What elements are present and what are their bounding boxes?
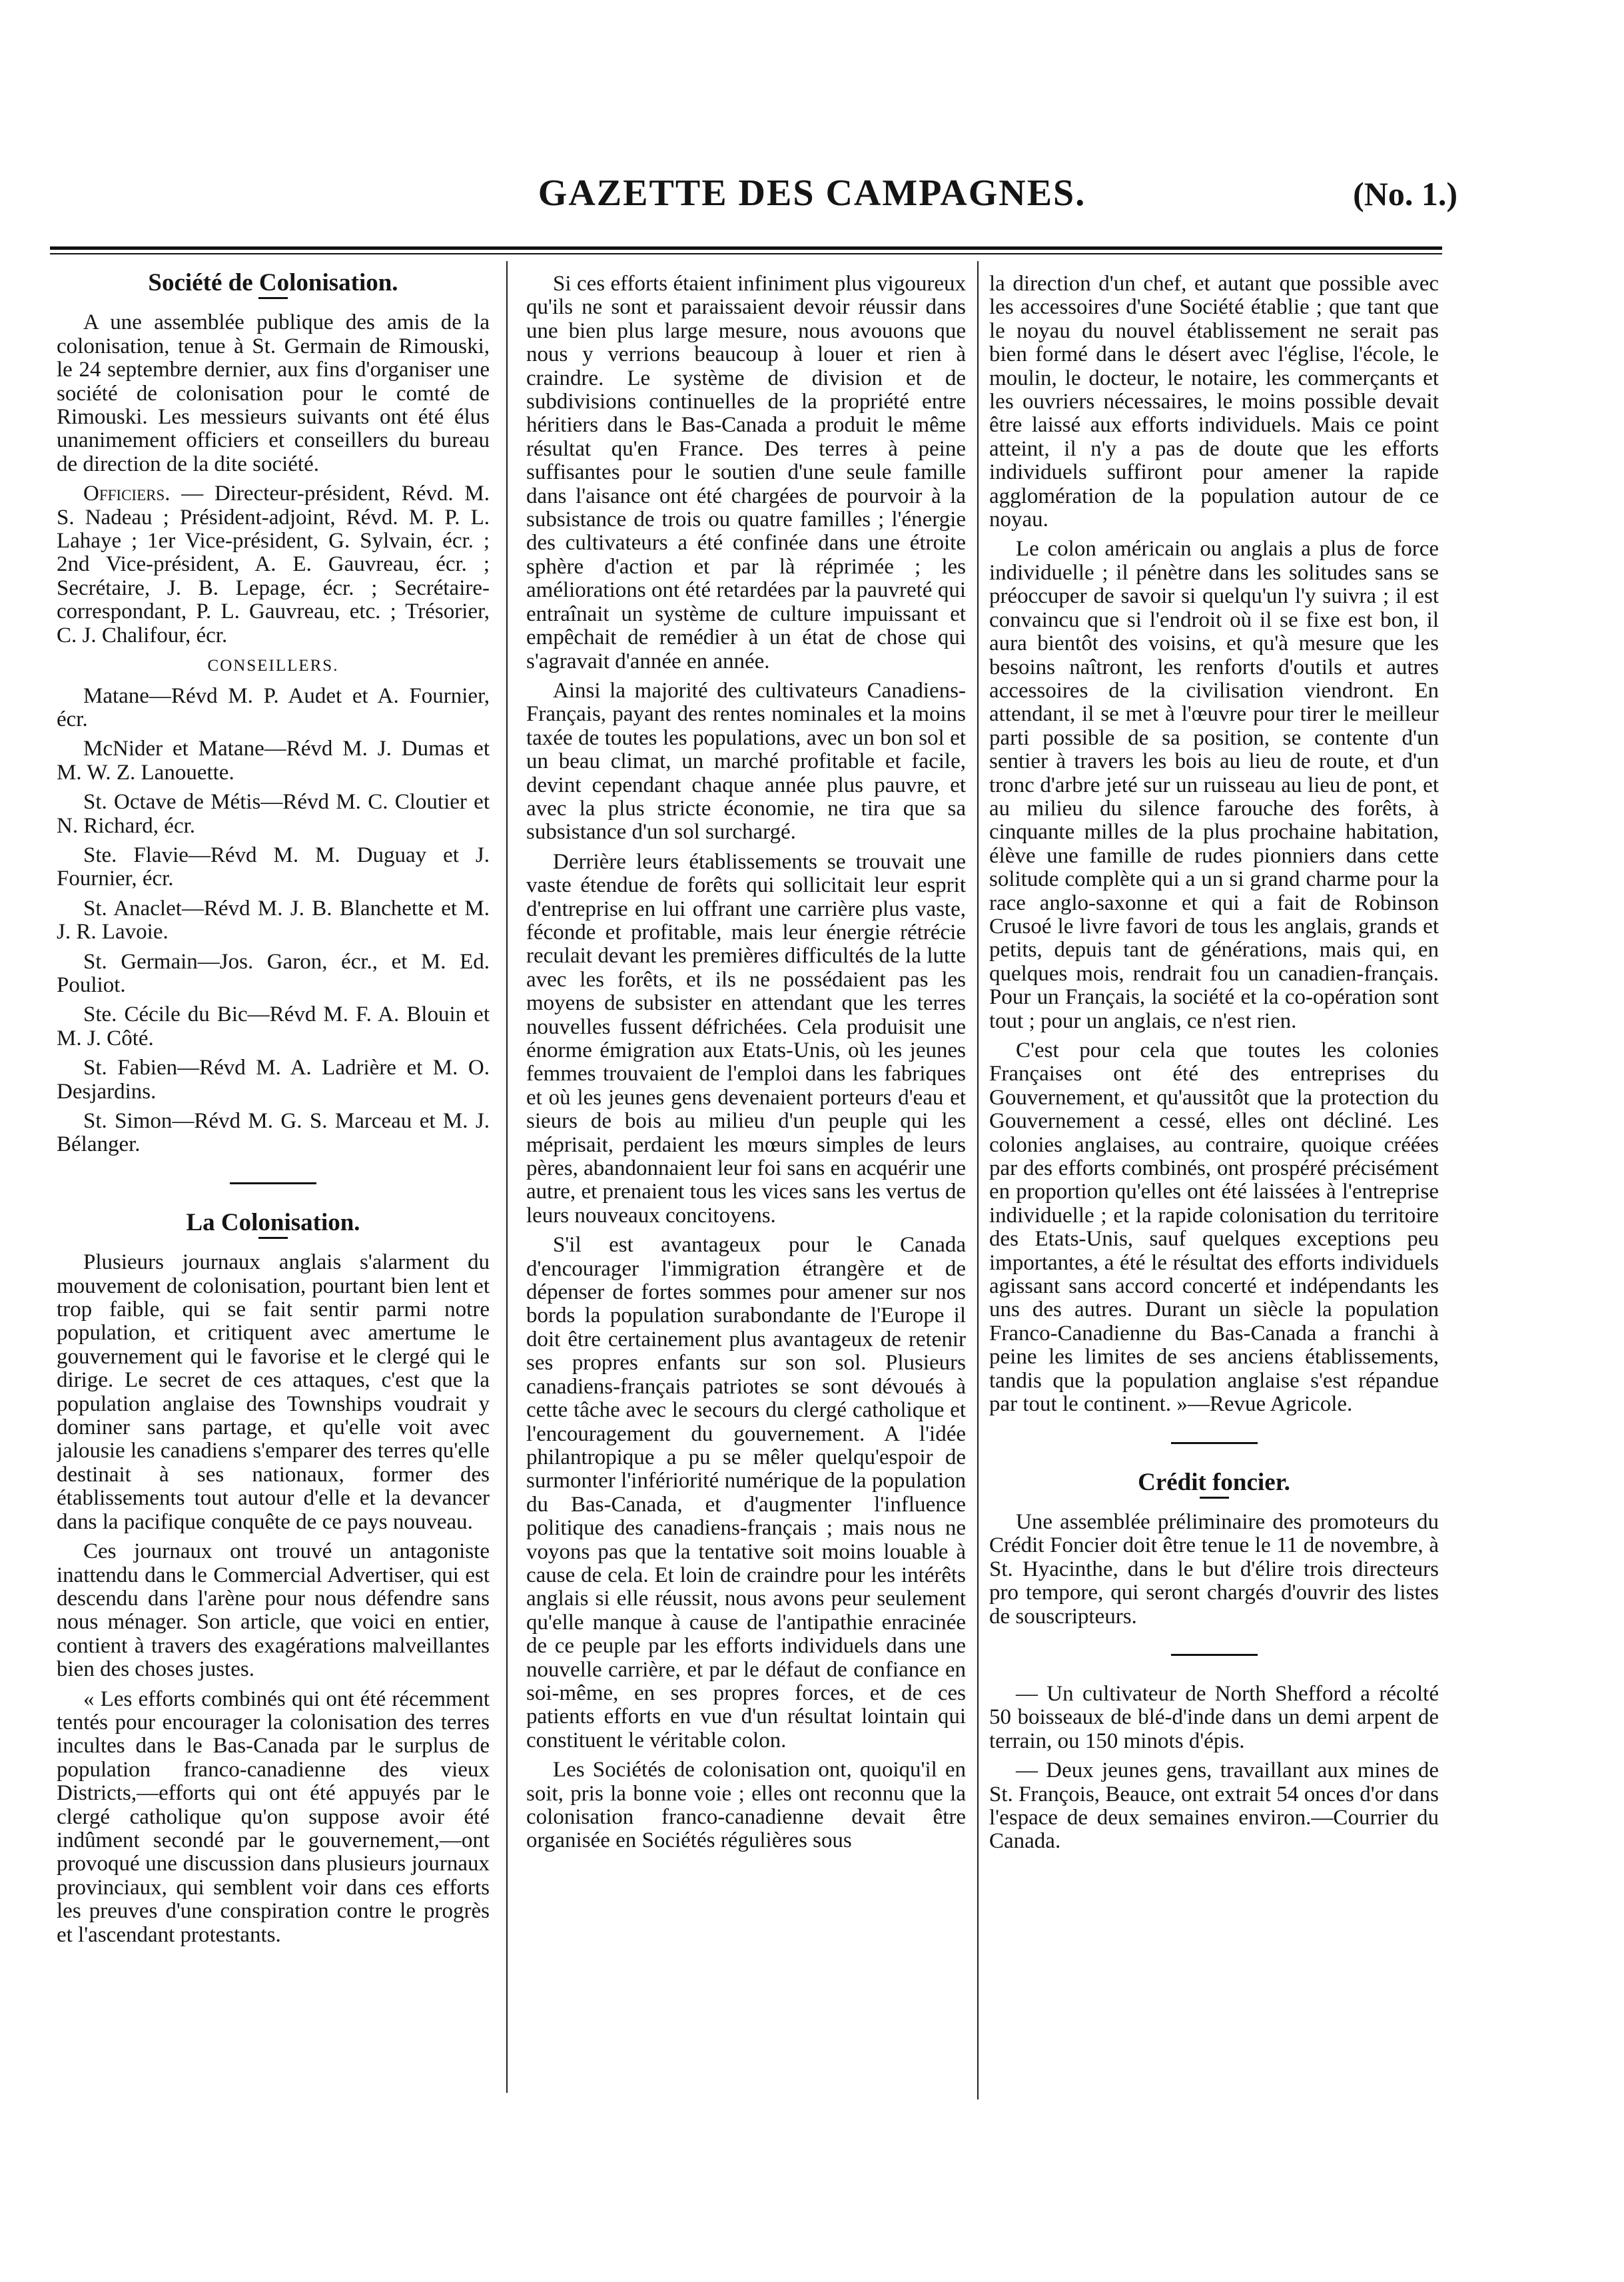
column2-paragraph-3: Derrière leurs établissements se trouvait une vaste étendue de forêts qui sollicitait leur esprit d'entreprise en lui offrant une carrière plus vaste, féconde et profitable, mais leur énergie rétrécie reculait devant les premières difficultés de la lutte avec les forêts, et ils ne possédaient pas les moyens de subsister en attendant que les terres nouvelles fussent défrichées. Cela produisit une énorme émigration aux Etats-Unis, où les jeunes femmes trouvaient de l'emploi dans les fabriques et où les jeunes gens devenaient porteurs d'eau et sieurs de bois au milieu d'un peuple qui les méprisait, perdaient les mœurs simples de leurs pères, abandonnaient leur foi sans en acquérir une autre, et prenaient tous les vices sans les vertus de leurs nouveaux concitoyens. — [526, 849, 966, 1228]
header-rule-thick — [50, 246, 1442, 250]
societe-intro: A une assemblée publique des amis de la colonisation, tenue à St. Germain de Rimouski, le 24 septembre dernier, aux fins d'organiser une société de colonisation pour le comté de Rimouski. Les messieurs suivants ont été élus unanimement officiers et conseillers du bureau de direction de la dite société. — [57, 310, 490, 476]
colonisation-paragraph-2: Ces journaux ont trouvé un antagoniste inattendu dans le Commercial Advertiser, qui est descendu dans l'arène pour nous défendre sans nous ménager. Son article, que voici en entier, contient à travers des exagérations malveillantes bien des choses justes. — [57, 1539, 490, 1682]
credit-foncier-paragraph: Une assemblée préliminaire des promoteurs du Crédit Foncier doit être tenue le 11 de novembre, à St. Hyacinthe, dans le but d'élire trois directeurs pro tempore, qui seront chargés d'ouvrir des listes de souscripteurs. — [989, 1509, 1439, 1629]
officiers-text: — Directeur-président, Révd. M. S. Nadeau ; Président-adjoint, Révd. M. P. L. Lahaye ; 1er Vice-président, G. Sylvain, écr. ; 2nd Vice-président, A. E. Gauvreau, écr. ; Secrétaire, J. B. Lepage, écr. ; Secrétaire-correspondant, P. L. Gauvreau, etc. ; Trésorier, C. J. Chalifour, écr. — [57, 482, 490, 647]
column3-paragraph-1: la direction d'un chef, et autant que possible avec les accessoires d'une Société établie ; que tant que le noyau du nouvel établissement ne serait pas bien formé dans le désert avec l'église, l'école, le moulin, le docteur, le notaire, les commerçants et les ouvriers nécessaires, le moins possible devait être laissé aux efforts individuels. Mais ce point atteint, il n'y a pas de doute que les efforts individuels suffiront pour amener la rapide agglomération de la population autour de ce noyau. — [989, 272, 1439, 532]
conseiller-entry: St. Octave de Métis—Révd M. C. Cloutier et N. Richard, écr. — [57, 790, 490, 838]
article-title-societe: Société de Colonisation. — [148, 269, 398, 296]
title-dash — [258, 297, 288, 299]
conseiller-entry: St. Fabien—Révd M. A. Ladrière et M. O. Desjardins. — [57, 1056, 490, 1104]
article-title-colonisation: La Colonisation. — [186, 1208, 360, 1236]
officiers-label: Officiers. — [83, 482, 171, 506]
issue-number: (No. 1.) — [1353, 175, 1457, 212]
newspaper-title: GAZETTE DES CAMPAGNES. — [538, 173, 1086, 214]
officiers-paragraph — [57, 482, 490, 647]
column2-paragraph-2: Ainsi la majorité des cultivateurs Canadiens-Français, payant des rentes nominales et la moins taxée de toutes les populations, avec un bon sol et un beau climat, un marché profitable et facile, devint cependant chaque année plus pauvre, et avec la plus stricte économie, ne tira que sa subsistance d'un sol surchargé. — [526, 678, 966, 845]
column3-paragraph-2: Le colon américain ou anglais a plus de force individuelle ; il pénètre dans les solitudes sans se préoccuper de savoir si quelqu'un l'y suivra ; il est convaincu que si l'endroit où il se fixe est bon, il aura bientôt des voisins, et qu'à mesure que les besoins naîtront, les renforts d'outils et autres accessoires de la civilisation viendront. En attendant, il se met à l'œuvre pour tirer le meilleur parti possible de sa position, se contente d'un sentier à travers les bois au lieu de route, et d'un tronc d'arbre jeté sur un ruisseau au lieu de pont, et au milieu du silence farouche des forêts, à cinquante milles de la plus prochaine habitation, élève une famille de rudes pionniers dans cette solitude complète qui a un si grand charme pour la race anglo-saxonne et qui a fait de Robinson Crusoé le livre favori de tous les anglais, grands et petits, depuis tant de générations, mais qui, en quelques mois, rendrait fou un canadien-français. Pour un Français, la société et la co-opération sont tout ; pour un anglais, ce n'est rien. — [989, 537, 1439, 1033]
article-separator — [1171, 1654, 1258, 1656]
column2-paragraph-5: Les Sociétés de colonisation ont, quoiqu'il en soit, pris la bonne voie ; elles ont reconnu que la colonisation franco-canadienne devait être organisée en Sociétés régulières sous — [526, 1758, 966, 1853]
article-title-credit-foncier: Crédit foncier. — [1138, 1468, 1290, 1496]
column2-paragraph-4: S'il est avantageux pour le Canada d'encourager l'immigration étrangère et de dépenser de fortes sommes pour amener sur nos bords la population surabondante de l'Europe il doit être certainement plus avantageux de retenir ses propres enfants sur son sol. Plusieurs canadiens-français patriotes se sont dévoués à cette tâche avec le secours du clergé catholique et l'encouragement du gouvernement. A l'idée philantropique a pu se mêler quelqu'espoir de surmonter l'infériorité numérique de la population du Bas-Canada, et d'augmenter l'influence politique des canadiens-français ; mais nous ne voyons pas que la tentative soit moins louable à cause de cela. Et loin de craindre pour les intérêts anglais si elle réussit, nous avons peur seulement qu'elle manque à cause de l'antipathie enracinée de ce peuple par les efforts individuels dans une nouvelle carrière, et par le défaut de confiance en soi-même, en ses propres forces, et de ces patients efforts en vue d'un résultat lointain qui constituent le véritable colon. — [526, 1233, 966, 1752]
conseiller-entry: St. Anaclet—Révd M. J. B. Blanchette et M. J. R. Lavoie. — [57, 896, 490, 945]
conseiller-entry: Matane—Révd M. P. Audet et A. Fournier, écr. — [57, 683, 490, 731]
title-dash — [258, 1237, 288, 1239]
conseiller-entry: St. Germain—Jos. Garon, écr., et M. Ed. Pouliot. — [57, 949, 490, 997]
colonisation-paragraph-3: « Les efforts combinés qui ont été récemment tentés pour encourager la colonisation des terres incultes dans le Bas-Canada par le surplus de population franco-canadienne des vieux Districts,—efforts qui ont été appuyés par le clergé catholique qu'on suppose avoir été indûment secondé par le gouvernement,—ont provoqué une discussion dans plusieurs journaux provinciaux, qui semblent voir dans ces efforts les preuves d'une conspiration contre le progrès et l'ascendant protestants. — [57, 1687, 490, 1947]
conseiller-entry: Ste. Flavie—Révd M. M. Duguay et J. Fournier, écr. — [57, 843, 490, 891]
column-1 — [57, 263, 490, 2241]
conseiller-entry: St. Simon—Révd M. G. S. Marceau et M. J. Bélanger. — [57, 1109, 490, 1157]
column3-paragraph-3: C'est pour cela que toutes les colonies Françaises ont été des entreprises du Gouvernement, et qu'aussitôt que la protection du Gouvernement a cessé, elles ont décliné. Les colonies anglaises, au contraire, quoique créées par des efforts combinés, ont prospéré précisément en proportion qu'elles ont été laissées à l'entreprise individuelle ; et la rapide colonisation du territoire des Etats-Unis, sauf quelques exceptions peu importantes, a été le résultat des efforts individuels agissant sans accord concerté et indépendants les uns des autres. Durant un siècle la population Franco-Canadienne du Bas-Canada a franchi à peine les limites de ses anciens établissements, tandis que la population anglaise s'est répandue par tout le continent. »—Revue Agricole. — [989, 1038, 1439, 1417]
column-divider-2 — [977, 261, 979, 2099]
column-2 — [526, 263, 966, 2241]
column-divider-1 — [506, 261, 508, 2093]
column-3 — [989, 263, 1439, 2241]
conseiller-entry: Ste. Cécile du Bic—Révd M. F. A. Blouin et M. J. Côté. — [57, 1002, 490, 1050]
masthead — [0, 172, 1624, 225]
conseiller-entry: McNider et Matane—Révd M. J. Dumas et M. W. Z. Lanouette. — [57, 737, 490, 785]
news-item-1: — Un cultivateur de North Shefford a récolté 50 boisseaux de blé-d'inde dans un demi arpent de terrain, ou 150 minots d'épis. — [989, 1681, 1439, 1753]
title-dash — [1200, 1497, 1229, 1499]
header-rule-thin — [50, 253, 1442, 254]
article-separator — [230, 1182, 316, 1184]
colonisation-paragraph-1: Plusieurs journaux anglais s'alarment du mouvement de colonisation, pourtant bien lent et trop faible, qui se fait sentir parmi notre population, et critiquent avec amertume le gouvernement qui le favorise et le clergé qui le dirige. Le secret de ces attaques, c'est que la population anglaise des Townships voudrait y dominer sans partage, et qu'elle voit avec jalousie les canadiens s'emparer des terres qu'elle destinait à ses nationaux, former des établissements tout autour d'elle et la devancer dans la pacifique conquête de ce pays nouveau. — [57, 1250, 490, 1534]
news-item-2: — Deux jeunes gens, travaillant aux mines de St. François, Beauce, ont extrait 54 onces d'or dans l'espace de deux semaines environ.—Courrier du Canada. — [989, 1758, 1439, 1854]
conseillers-label: CONSEILLERS. — [207, 657, 339, 675]
column2-paragraph-1: Si ces efforts étaient infiniment plus vigoureux qu'ils ne sont et paraissaient devoir réussir dans une bien plus large mesure, nous avouons que nous y verrions beaucoup à louer et rien à craindre. Le système de division et de subdivisions continuelles de la propriété entre héritiers dans le Bas-Canada a produit le même résultat qu'en France. Des terres à peine suffisantes pour le soutien d'une seule famille dans l'aisance ont été chargées de pourvoir à la subsistance de trois ou quatre familles ; l'énergie des cultivateurs a été confinée dans une étroite sphère d'action et par là réprimée ; les améliorations ont été retardées par la pauvreté qui entraînait un système de culture impuissant et empêchait de remédier à un état de chose qui s'agravait d'année en année. — [526, 272, 966, 673]
article-separator — [1171, 1442, 1258, 1444]
